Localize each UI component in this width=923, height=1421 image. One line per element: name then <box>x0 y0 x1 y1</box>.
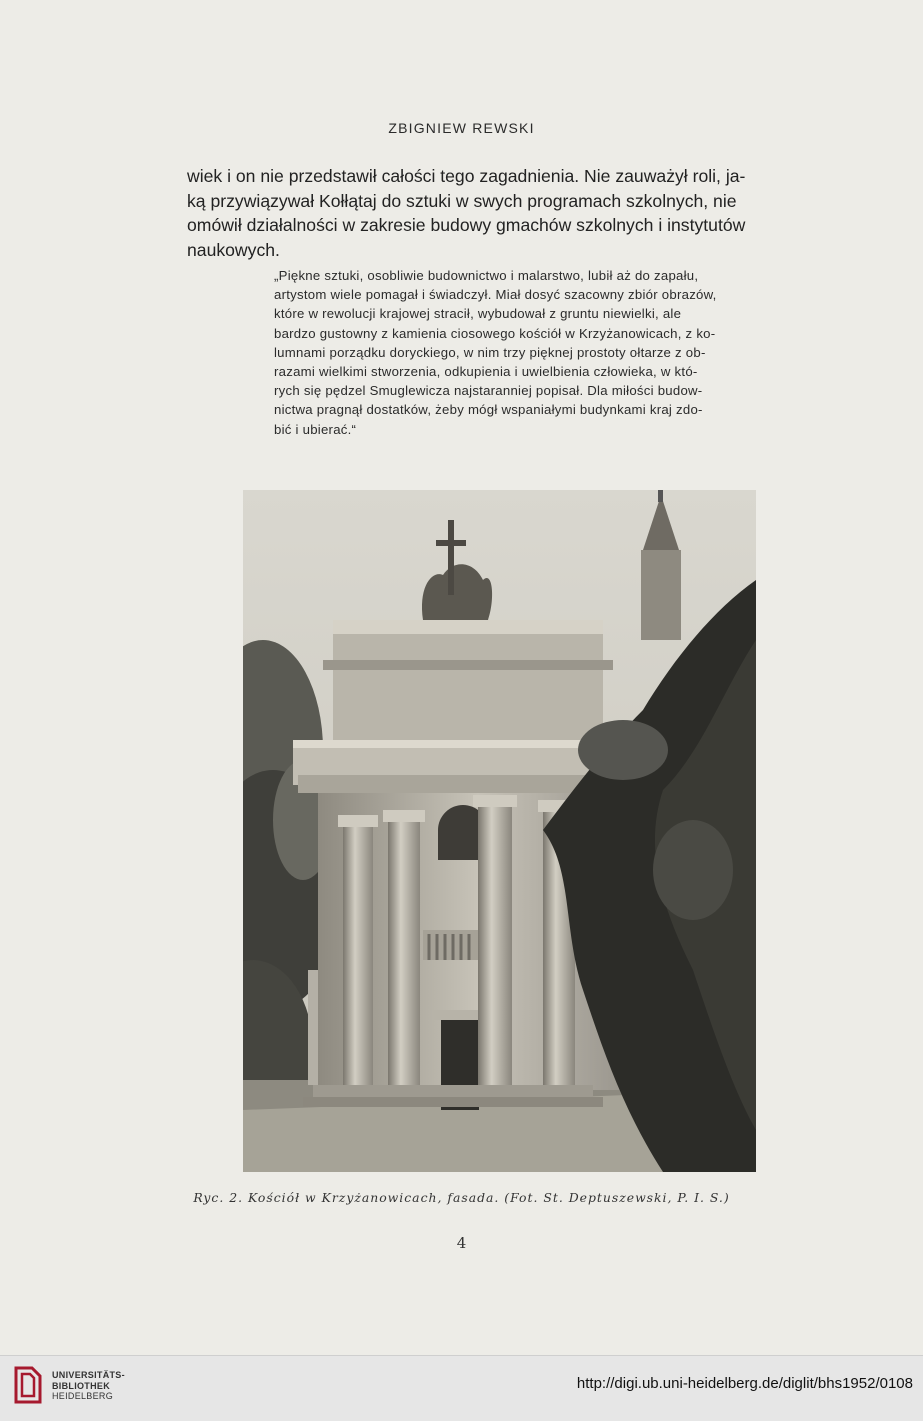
church-facade-photo <box>243 490 756 1172</box>
running-head: ZBIGNIEW REWSKI <box>388 120 535 136</box>
quote-line: które w rewolucji krajowej stracił, wybudował z gruntu niewielki, ale <box>274 306 682 322</box>
body-line: omówił działalności w zakresie budowy gmachów szkolnych i instytutów <box>187 215 746 235</box>
figure-caption: Ryc. 2. Kościół w Krzyżanowicach, fasada. (Fot. St. Deptuszewski, P. I. S.) <box>193 1190 730 1205</box>
quote-line: rych się pędzel Smuglewicza najstaranniej popisał. Dla miłości budow- <box>274 383 703 399</box>
library-logo-icon <box>10 1364 46 1408</box>
body-line: naukowych. <box>187 239 280 260</box>
quote-line: artystom wiele pomagał i świadczył. Miał dosyć szacowny zbiór obrazów, <box>274 287 717 303</box>
quote-line: „Piękne sztuki, osobliwie budownictwo i malarstwo, lubił aż do zapału, <box>274 268 699 283</box>
body-line: ką przywiązywał Kołłątaj do sztuki w swych programach szkolnych, nie <box>187 190 737 211</box>
body-paragraph <box>187 164 807 262</box>
logo-line: BIBLIOTHEK <box>52 1380 110 1391</box>
footer-bar <box>0 1355 923 1421</box>
logo-line: HEIDELBERG <box>52 1391 114 1401</box>
quote-line: bardzo gustowny z kamienia ciosowego kościół w Krzyżanowicach, z ko- <box>274 325 716 341</box>
block-quote <box>274 266 807 439</box>
body-line: wiek i on nie przedstawił całości tego zagadnienia. Nie zauważył roli, ja- <box>187 166 746 186</box>
page-number: 4 <box>456 1234 467 1252</box>
logo-line: UNIVERSITÄTS- <box>52 1370 125 1380</box>
quote-line: razami wielkimi stworzenia, odkupienia i uwielbienia człowieka, w któ- <box>274 364 698 380</box>
source-url-link[interactable]: http://digi.ub.uni-heidelberg.de/diglit/bhs1952/0108 <box>576 1375 913 1392</box>
attic <box>333 620 603 740</box>
library-logo-text <box>52 1370 125 1402</box>
quote-line: lumnami porządku doryckiego, w nim trzy pięknej prostoty ołtarze z ob- <box>274 344 706 360</box>
quote-line: bić i ubierać.“ <box>274 421 357 437</box>
quote-line: nictwa pragnął dostatków, żeby mógł wspaniałymi budynkami kraj zdo- <box>274 402 703 418</box>
